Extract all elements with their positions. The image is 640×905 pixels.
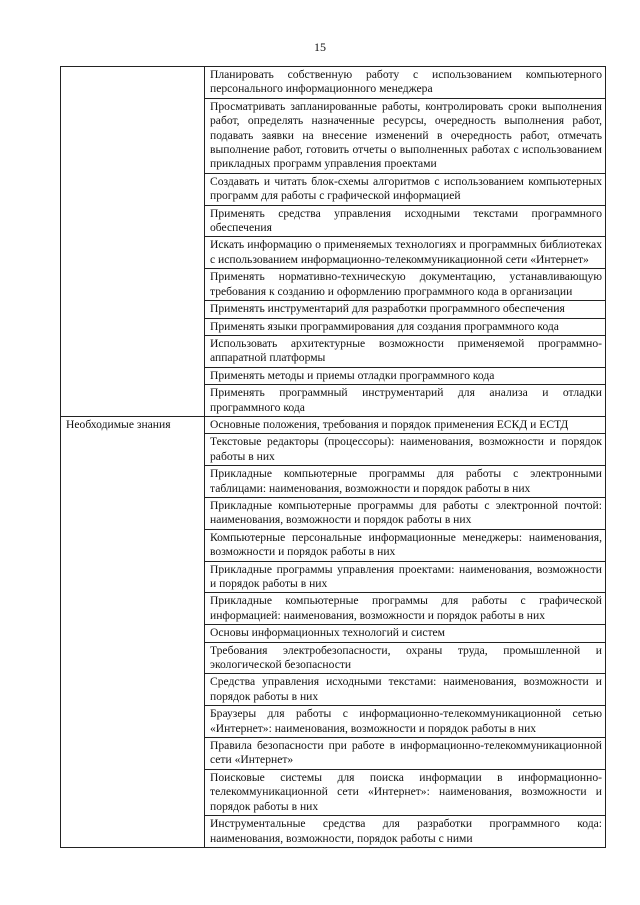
requirement-item: Использовать архитектурные возможности применяемой программно-аппаратной платформы bbox=[205, 335, 606, 367]
requirement-item: Применять инструментарий для разработки программного обеспечения bbox=[205, 301, 606, 318]
requirements-table-body bbox=[61, 67, 606, 848]
requirement-item: Браузеры для работы с информационно-телекоммуникационной сетью «Интернет»: наименования, возможности и порядок работы в них bbox=[205, 706, 606, 738]
requirement-item: Прикладные компьютерные программы для работы с графической информацией: наименования, возможности и порядок работы в них bbox=[205, 593, 606, 625]
requirement-item: Применять нормативно-техническую документацию, устанавливающую требования к созданию и оформлению программного кода в организации bbox=[205, 269, 606, 301]
requirement-item: Применять языки программирования для создания программного кода bbox=[205, 318, 606, 335]
requirement-item: Правила безопасности при работе в информационно-телекоммуникационной сети «Интернет» bbox=[205, 738, 606, 770]
requirement-item: Основные положения, требования и порядок применения ЕСКД и ЕСТД bbox=[205, 416, 606, 433]
requirement-item: Просматривать запланированные работы, контролировать сроки выполнения работ, определять назначенные ресурсы, очередность выполнения работ, подавать заявки на внесение изменений в очередность работ, отмечать выполнение работ, готовить отчеты о выполненных работах с использованием прикладных программ управления проектами bbox=[205, 98, 606, 173]
requirement-item: Основы информационных технологий и систем bbox=[205, 625, 606, 642]
table-row bbox=[61, 416, 606, 433]
requirement-item: Применять программный инструментарий для анализа и отладки программного кода bbox=[205, 385, 606, 417]
requirement-item: Прикладные компьютерные программы для работы с электронными таблицами: наименования, возможности и порядок работы в них bbox=[205, 466, 606, 498]
section-label bbox=[61, 67, 205, 417]
requirement-item: Применять методы и приемы отладки программного кода bbox=[205, 367, 606, 384]
section-label: Необходимые знания bbox=[61, 416, 205, 847]
requirement-item: Поисковые системы для поиска информации в информационно-телекоммуникационной сети «Интернет»: наименования, возможности и порядок работы в них bbox=[205, 769, 606, 815]
requirement-item: Применять средства управления исходными текстами программного обеспечения bbox=[205, 205, 606, 237]
requirement-item: Прикладные компьютерные программы для работы с электронной почтой: наименования, возможности и порядок работы в них bbox=[205, 497, 606, 529]
requirement-item: Требования электробезопасности, охраны труда, промышленной и экологической безопасности bbox=[205, 642, 606, 674]
requirement-item: Создавать и читать блок-схемы алгоритмов с использованием компьютерных программ для работы с графической информацией bbox=[205, 173, 606, 205]
requirement-item: Средства управления исходными текстами: наименования, возможности и порядок работы в них bbox=[205, 674, 606, 706]
table-row bbox=[61, 67, 606, 99]
requirement-item: Искать информацию о применяемых технологиях и программных библиотеках с использованием информационно-телекоммуникационной сети «Интернет» bbox=[205, 237, 606, 269]
requirements-table bbox=[60, 66, 606, 848]
requirement-item: Прикладные программы управления проектами: наименования, возможности и порядок работы в них bbox=[205, 561, 606, 593]
requirement-item: Инструментальные средства для разработки программного кода: наименования, возможности, порядок работы с ними bbox=[205, 816, 606, 848]
requirement-item: Текстовые редакторы (процессоры): наименования, возможности и порядок работы в них bbox=[205, 434, 606, 466]
requirement-item: Планировать собственную работу с использованием компьютерного персонального информационного менеджера bbox=[205, 67, 606, 99]
page-number: 15 bbox=[314, 40, 326, 54]
requirement-item: Компьютерные персональные информационные менеджеры: наименования, возможности и порядок работы в них bbox=[205, 529, 606, 561]
